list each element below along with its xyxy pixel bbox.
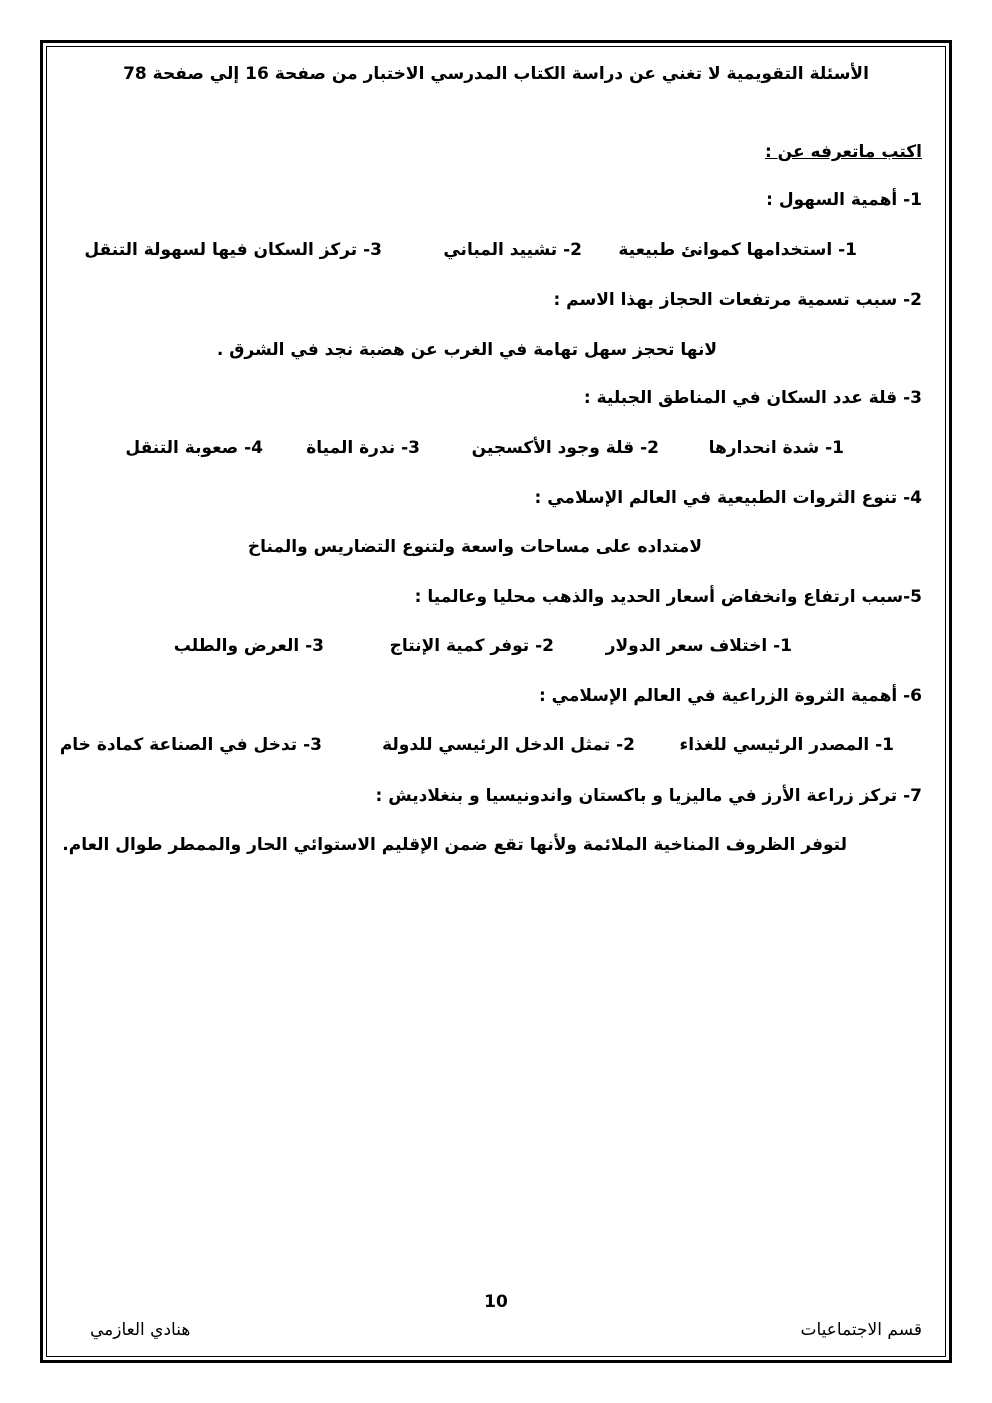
question-1-title: 1- أهمية السهول : (766, 190, 922, 210)
question-4-title: 4- تنوع الثروات الطبيعية في العالم الإسلامي : (534, 488, 922, 508)
q6-answer-2: 2- تمثل الدخل الرئيسي للدولة (382, 735, 635, 755)
q5-answer-1: 1- اختلاف سعر الدولار (605, 636, 792, 656)
q3-answer-3: 3- ندرة المياة (306, 438, 420, 458)
q5-answer-3: 3- العرض والطلب (173, 636, 324, 656)
q6-answer-1: 1- المصدر الرئيسي للغذاء (679, 735, 894, 755)
q7-answer: لتوفر الظروف المناخية الملائمة ولأنها تقع ضمن الإقليم الاستوائي الحار والممطر طوال العام. (62, 835, 847, 855)
q6-answer-3: 3- تدخل في الصناعة كمادة خام (59, 735, 322, 755)
q1-answer-1: 1- استخدامها كموانئ طبيعية (618, 240, 857, 260)
footer-author: هنادي العازمي (90, 1320, 191, 1340)
page-number: 10 (484, 1292, 508, 1312)
q1-answer-2: 2- تشييد المباني (443, 240, 582, 260)
question-5-title: 5-سبب ارتفاع وانخفاض أسعار الحديد والذهب محليا وعالميا : (414, 587, 922, 607)
q2-answer: لانها تحجز سهل تهامة في الغرب عن هضبة نجد في الشرق . (216, 340, 717, 360)
q5-answer-2: 2- توفر كمية الإنتاج (389, 636, 554, 656)
question-6-title: 6- أهمية الثروة الزراعية في العالم الإسلامي : (538, 686, 922, 706)
page-header: الأسئلة التقويمية لا تغني عن دراسة الكتاب المدرسي الاختبار من صفحة 16 إلي صفحة 78 (123, 64, 869, 84)
q3-answer-2: 2- قلة وجود الأكسجين (471, 438, 659, 458)
q3-answer-4: 4- صعوبة التنقل (125, 438, 263, 458)
intro-heading: اكتب ماتعرفه عن : (764, 142, 922, 162)
q3-answer-1: 1- شدة انحدارها (708, 438, 844, 458)
question-3-title: 3- قلة عدد السكان في المناطق الجبلية : (583, 388, 922, 408)
question-7-title: 7- تركز زراعة الأرز في ماليزيا و باكستان واندونيسيا و بنغلاديش : (375, 786, 922, 806)
q4-answer: لامتداده على مساحات واسعة ولتنوع التضاريس والمناخ (247, 537, 702, 557)
q1-answer-3: 3- تركز السكان فيها لسهولة التنقل (84, 240, 382, 260)
question-2-title: 2- سبب تسمية مرتفعات الحجاز بهذا الاسم : (553, 290, 922, 310)
footer-department: قسم الاجتماعيات (800, 1320, 922, 1340)
